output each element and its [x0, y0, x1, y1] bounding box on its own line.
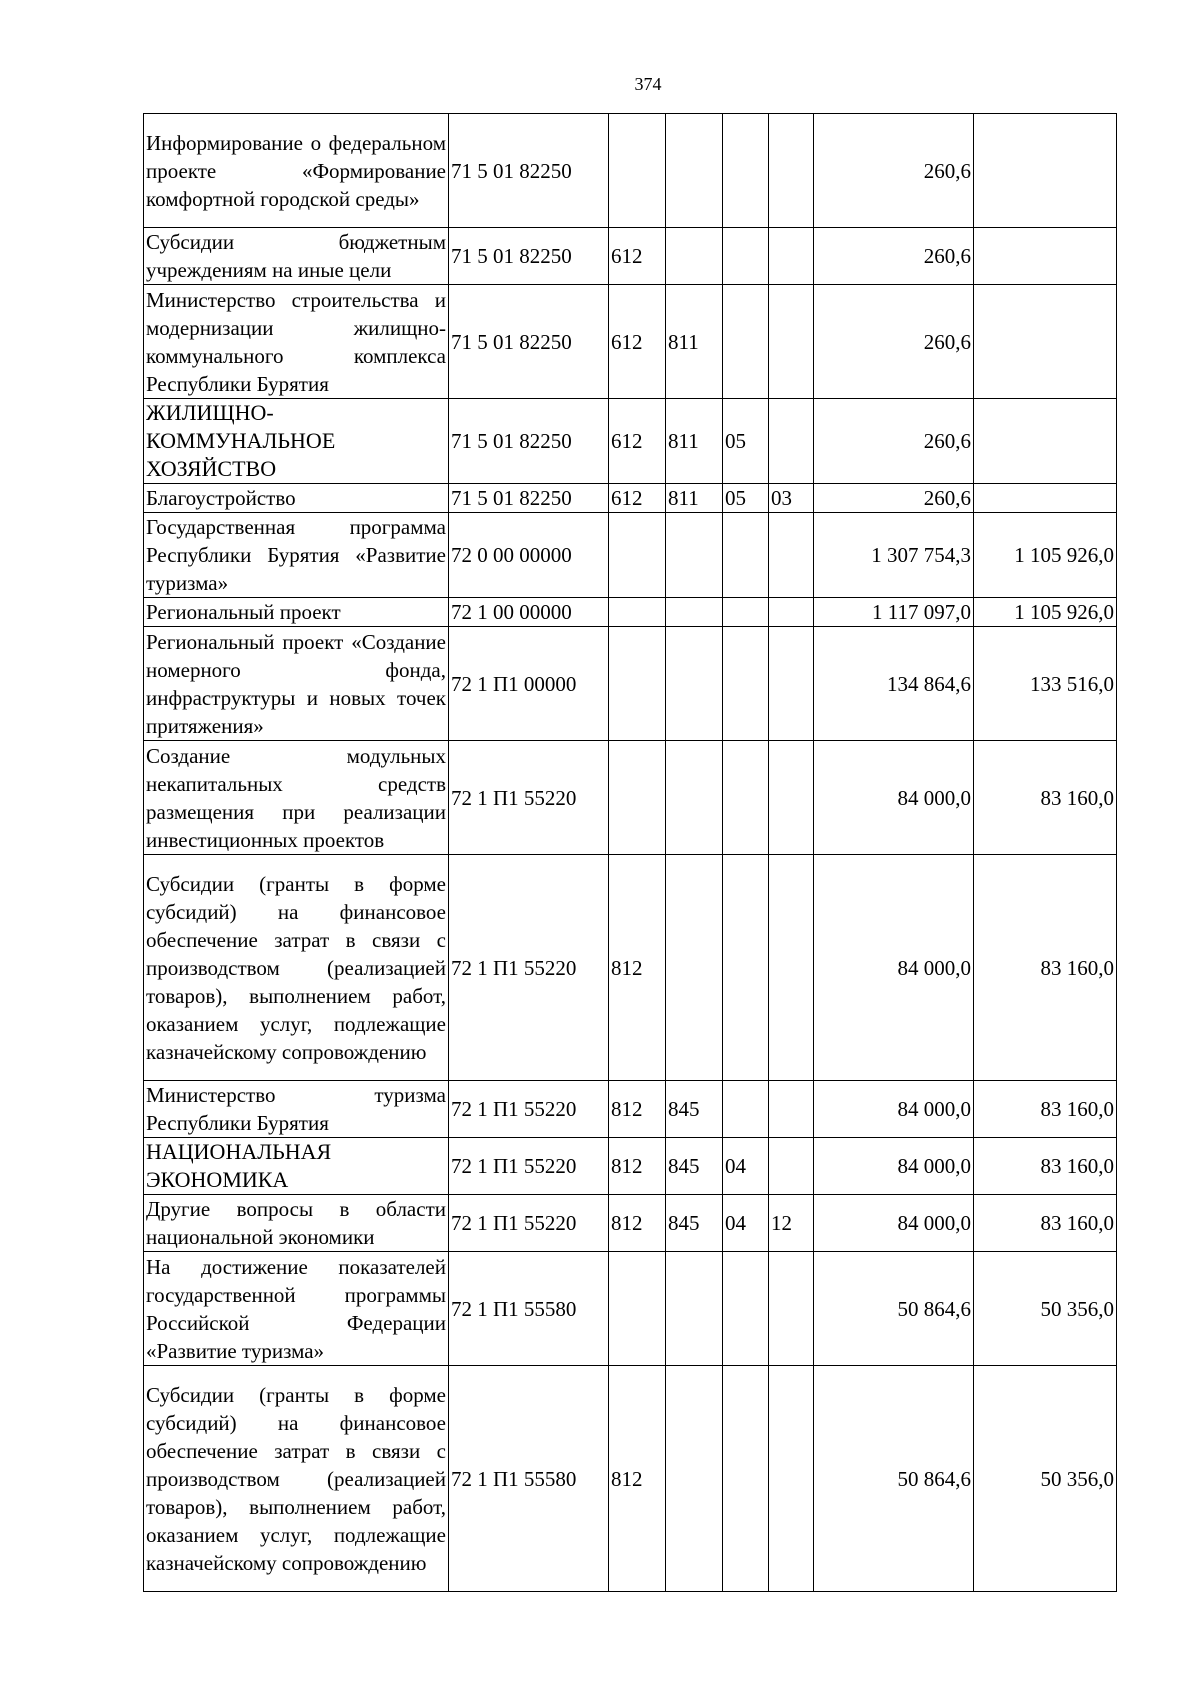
row-name: Субсидии (гранты в форме субсидий) на финансовое обеспечение затрат в связи с производством (реализацией товаров), выполнением работ, оказанием услуг, подлежащие казначейскому сопровождению	[144, 855, 449, 1081]
row-name: Информирование о федеральном проекте «Формирование комфортной городской среды»	[144, 114, 449, 228]
row-sum-year2	[974, 228, 1117, 285]
budget-table	[143, 113, 1117, 1592]
row-admin-code: 811	[666, 285, 723, 399]
table-row	[144, 1081, 1117, 1138]
row-name: Создание модульных некапитальных средств размещения при реализации инвестиционных проектов	[144, 741, 449, 855]
table-row	[144, 1195, 1117, 1252]
row-sum-year1: 84 000,0	[814, 1195, 974, 1252]
row-admin-code	[666, 855, 723, 1081]
row-sum-year1: 260,6	[814, 114, 974, 228]
row-sum-year2: 83 160,0	[974, 855, 1117, 1081]
row-subsection	[769, 598, 814, 627]
row-sum-year1: 50 864,6	[814, 1252, 974, 1366]
table-row	[144, 855, 1117, 1081]
row-admin-code: 845	[666, 1138, 723, 1195]
row-target-code: 71 5 01 82250	[449, 228, 609, 285]
row-subsection	[769, 285, 814, 399]
table-row	[144, 399, 1117, 484]
row-sum-year1: 1 307 754,3	[814, 513, 974, 598]
row-sum-year2: 1 105 926,0	[974, 598, 1117, 627]
row-admin-code	[666, 741, 723, 855]
row-expense-type	[609, 741, 666, 855]
row-sum-year1: 260,6	[814, 228, 974, 285]
row-sum-year1: 1 117 097,0	[814, 598, 974, 627]
table-row	[144, 741, 1117, 855]
row-admin-code	[666, 513, 723, 598]
row-sum-year2: 83 160,0	[974, 1138, 1117, 1195]
row-target-code: 72 1 П1 55220	[449, 1081, 609, 1138]
row-name: Субсидии (гранты в форме субсидий) на финансовое обеспечение затрат в связи с производством (реализацией товаров), выполнением работ, оказанием услуг, подлежащие казначейскому сопровождению	[144, 1366, 449, 1592]
row-name: Региональный проект «Создание номерного фонда, инфраструктуры и новых точек притяжения»	[144, 627, 449, 741]
table-row	[144, 228, 1117, 285]
row-expense-type: 812	[609, 1195, 666, 1252]
row-target-code: 72 1 П1 55220	[449, 1195, 609, 1252]
table-row	[144, 598, 1117, 627]
table-row	[144, 285, 1117, 399]
row-admin-code	[666, 114, 723, 228]
row-subsection	[769, 627, 814, 741]
row-name: Благоустройство	[144, 484, 449, 513]
row-subsection	[769, 114, 814, 228]
row-sum-year1: 260,6	[814, 484, 974, 513]
row-expense-type: 812	[609, 855, 666, 1081]
row-name: Министерство строительства и модернизации жилищно-коммунального комплекса Республики Бурятия	[144, 285, 449, 399]
row-section	[723, 114, 769, 228]
row-section	[723, 598, 769, 627]
row-sum-year2	[974, 484, 1117, 513]
row-section: 04	[723, 1138, 769, 1195]
row-expense-type: 812	[609, 1138, 666, 1195]
table-row	[144, 114, 1117, 228]
row-section	[723, 1081, 769, 1138]
row-section	[723, 513, 769, 598]
row-section: 04	[723, 1195, 769, 1252]
row-sum-year2	[974, 114, 1117, 228]
row-sum-year2: 50 356,0	[974, 1366, 1117, 1592]
row-subsection	[769, 513, 814, 598]
row-section	[723, 228, 769, 285]
row-expense-type: 612	[609, 228, 666, 285]
row-section	[723, 1366, 769, 1592]
table-row	[144, 1252, 1117, 1366]
row-sum-year1: 84 000,0	[814, 1138, 974, 1195]
row-subsection: 12	[769, 1195, 814, 1252]
row-sum-year1: 134 864,6	[814, 627, 974, 741]
row-name: НАЦИОНАЛЬНАЯ ЭКОНОМИКА	[144, 1138, 449, 1195]
row-admin-code: 845	[666, 1081, 723, 1138]
row-target-code: 72 1 П1 55220	[449, 741, 609, 855]
row-expense-type: 612	[609, 399, 666, 484]
row-expense-type	[609, 1252, 666, 1366]
row-section: 05	[723, 399, 769, 484]
row-admin-code	[666, 1252, 723, 1366]
row-subsection	[769, 741, 814, 855]
row-target-code: 72 0 00 00000	[449, 513, 609, 598]
row-sum-year2	[974, 285, 1117, 399]
table-body	[144, 114, 1117, 1592]
row-sum-year1: 260,6	[814, 285, 974, 399]
row-admin-code: 811	[666, 484, 723, 513]
page-number: 374	[634, 74, 662, 94]
row-target-code: 72 1 П1 55220	[449, 1138, 609, 1195]
row-admin-code	[666, 627, 723, 741]
row-expense-type: 812	[609, 1366, 666, 1592]
row-name: Региональный проект	[144, 598, 449, 627]
row-expense-type: 612	[609, 484, 666, 513]
row-expense-type	[609, 627, 666, 741]
row-target-code: 72 1 00 00000	[449, 598, 609, 627]
row-target-code: 72 1 П1 55580	[449, 1366, 609, 1592]
row-admin-code	[666, 598, 723, 627]
row-expense-type: 612	[609, 285, 666, 399]
row-sum-year2: 1 105 926,0	[974, 513, 1117, 598]
row-expense-type: 812	[609, 1081, 666, 1138]
row-section	[723, 285, 769, 399]
table-row	[144, 513, 1117, 598]
row-section	[723, 1252, 769, 1366]
row-subsection	[769, 228, 814, 285]
row-name: Государственная программа Республики Бурятия «Развитие туризма»	[144, 513, 449, 598]
row-sum-year1: 260,6	[814, 399, 974, 484]
row-sum-year2: 83 160,0	[974, 1081, 1117, 1138]
row-sum-year1: 84 000,0	[814, 741, 974, 855]
row-name: Субсидии бюджетным учреждениям на иные цели	[144, 228, 449, 285]
row-sum-year2: 83 160,0	[974, 1195, 1117, 1252]
row-name: Министерство туризма Республики Бурятия	[144, 1081, 449, 1138]
row-expense-type	[609, 114, 666, 228]
row-subsection	[769, 1081, 814, 1138]
row-admin-code	[666, 1366, 723, 1592]
row-target-code: 71 5 01 82250	[449, 114, 609, 228]
row-sum-year2: 50 356,0	[974, 1252, 1117, 1366]
row-sum-year1: 84 000,0	[814, 855, 974, 1081]
row-target-code: 71 5 01 82250	[449, 484, 609, 513]
row-subsection	[769, 1138, 814, 1195]
row-name: На достижение показателей государственной программы Российской Федерации «Развитие туризма»	[144, 1252, 449, 1366]
row-target-code: 72 1 П1 55220	[449, 855, 609, 1081]
row-sum-year2: 133 516,0	[974, 627, 1117, 741]
row-subsection	[769, 1366, 814, 1592]
row-name: ЖИЛИЩНО-КОММУНАЛЬНОЕ ХОЗЯЙСТВО	[144, 399, 449, 484]
row-name: Другие вопросы в области национальной экономики	[144, 1195, 449, 1252]
table-row	[144, 1138, 1117, 1195]
row-admin-code	[666, 228, 723, 285]
row-expense-type	[609, 598, 666, 627]
row-sum-year2: 83 160,0	[974, 741, 1117, 855]
row-admin-code: 811	[666, 399, 723, 484]
table-row	[144, 627, 1117, 741]
row-subsection	[769, 855, 814, 1081]
row-sum-year1: 50 864,6	[814, 1366, 974, 1592]
row-target-code: 72 1 П1 55580	[449, 1252, 609, 1366]
row-expense-type	[609, 513, 666, 598]
row-subsection	[769, 399, 814, 484]
row-target-code: 71 5 01 82250	[449, 285, 609, 399]
row-target-code: 72 1 П1 00000	[449, 627, 609, 741]
table-row	[144, 484, 1117, 513]
row-section: 05	[723, 484, 769, 513]
row-target-code: 71 5 01 82250	[449, 399, 609, 484]
row-sum-year1: 84 000,0	[814, 1081, 974, 1138]
row-sum-year2	[974, 399, 1117, 484]
row-subsection	[769, 1252, 814, 1366]
row-subsection: 03	[769, 484, 814, 513]
row-admin-code: 845	[666, 1195, 723, 1252]
row-section	[723, 855, 769, 1081]
row-section	[723, 741, 769, 855]
row-section	[723, 627, 769, 741]
table-row	[144, 1366, 1117, 1592]
